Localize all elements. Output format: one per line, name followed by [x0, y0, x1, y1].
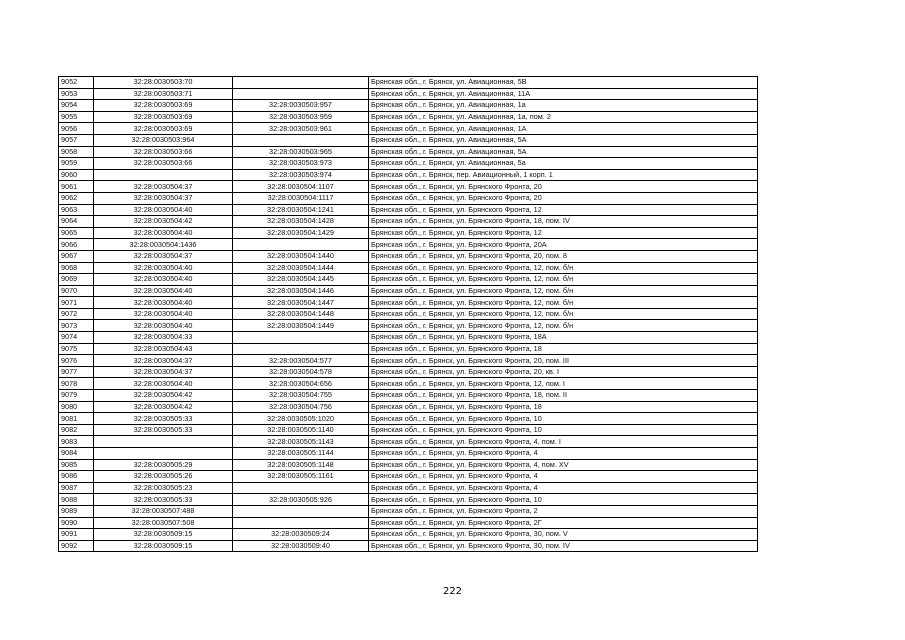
table-row [59, 134, 758, 146]
row-number-cell: 9056 [59, 123, 94, 135]
cadastral-number-cell: 32:28:0030504:43 [94, 343, 233, 355]
address-cell: Брянская обл., г. Брянск, ул. Авиационная, 1а, пом. 2 [369, 111, 758, 123]
object-cadastral-number-cell: 32:28:0030505:1143 [233, 436, 369, 448]
cadastral-number-cell: 32:28:0030504:40 [94, 204, 233, 216]
table-row [59, 88, 758, 100]
table-row [59, 111, 758, 123]
address-cell: Брянская обл., г. Брянск, ул. Авиационная, 5В [369, 77, 758, 89]
row-number-cell: 9061 [59, 181, 94, 193]
table-row [59, 146, 758, 158]
cadastral-number-cell: 32:28:0030505:33 [94, 424, 233, 436]
row-number-cell: 9057 [59, 134, 94, 146]
object-cadastral-number-cell [233, 239, 369, 251]
object-cadastral-number-cell [233, 88, 369, 100]
row-number-cell: 9076 [59, 355, 94, 367]
cadastral-number-cell: 32:28:0030505:33 [94, 413, 233, 425]
object-cadastral-number-cell: 32:28:0030503:961 [233, 123, 369, 135]
cadastral-number-cell: 32:28:0030505:23 [94, 482, 233, 494]
object-cadastral-number-cell: 32:28:0030504:1117 [233, 192, 369, 204]
address-cell: Брянская обл., г. Брянск, ул. Авиационная, 1а [369, 100, 758, 112]
cadastral-number-cell: 32:28:0030503:71 [94, 88, 233, 100]
cadastral-number-cell: 32:28:0030504:37 [94, 250, 233, 262]
address-cell: Брянская обл., г. Брянск, ул. Авиационная, 11А [369, 88, 758, 100]
object-cadastral-number-cell [233, 482, 369, 494]
table-row [59, 459, 758, 471]
table-row [59, 436, 758, 448]
row-number-cell: 9063 [59, 204, 94, 216]
row-number-cell: 9078 [59, 378, 94, 390]
row-number-cell: 9054 [59, 100, 94, 112]
object-cadastral-number-cell: 32:28:0030504:1241 [233, 204, 369, 216]
object-cadastral-number-cell: 32:28:0030504:1446 [233, 285, 369, 297]
object-cadastral-number-cell: 32:28:0030504:1447 [233, 297, 369, 309]
row-number-cell: 9073 [59, 320, 94, 332]
object-cadastral-number-cell: 32:28:0030504:755 [233, 390, 369, 402]
table-row [59, 158, 758, 170]
row-number-cell: 9075 [59, 343, 94, 355]
table-row [59, 123, 758, 135]
row-number-cell: 9060 [59, 169, 94, 181]
object-cadastral-number-cell: 32:28:0030504:1428 [233, 216, 369, 228]
row-number-cell: 9079 [59, 390, 94, 402]
address-cell: Брянская обл., г. Брянск, ул. Брянского Фронта, 4 [369, 448, 758, 460]
cadastral-number-cell: 32:28:0030504:40 [94, 378, 233, 390]
address-cell: Брянская обл., г. Брянск, ул. Брянского Фронта, 4, пом. I [369, 436, 758, 448]
table-row [59, 517, 758, 529]
object-cadastral-number-cell: 32:28:0030505:1161 [233, 471, 369, 483]
cadastral-number-cell: 32:28:0030504:40 [94, 285, 233, 297]
cadastral-number-cell: 32:28:0030504:40 [94, 262, 233, 274]
object-cadastral-number-cell: 32:28:0030504:1445 [233, 274, 369, 286]
object-cadastral-number-cell: 32:28:0030504:1449 [233, 320, 369, 332]
table-row [59, 540, 758, 552]
address-cell: Брянская обл., г. Брянск, ул. Брянского Фронта, 12, пом. б/н [369, 320, 758, 332]
row-number-cell: 9090 [59, 517, 94, 529]
address-cell: Брянская обл., г. Брянск, ул. Брянского Фронта, 12, пом. I [369, 378, 758, 390]
object-cadastral-number-cell [233, 505, 369, 517]
object-cadastral-number-cell: 32:28:0030503:957 [233, 100, 369, 112]
cadastral-number-cell [94, 436, 233, 448]
cadastral-number-cell: 32:28:0030503:66 [94, 146, 233, 158]
cadastral-number-cell: 32:28:0030504:37 [94, 355, 233, 367]
row-number-cell: 9072 [59, 308, 94, 320]
cadastral-number-cell: 32:28:0030504:42 [94, 216, 233, 228]
address-cell: Брянская обл., г. Брянск, ул. Брянского Фронта, 12, пом. б/н [369, 308, 758, 320]
table-row [59, 227, 758, 239]
cadastral-number-cell: 32:28:0030503:69 [94, 100, 233, 112]
object-cadastral-number-cell: 32:28:0030504:1107 [233, 181, 369, 193]
table-row [59, 448, 758, 460]
address-cell: Брянская обл., г. Брянск, ул. Брянского Фронта, 10 [369, 413, 758, 425]
table-row [59, 192, 758, 204]
table-row [59, 100, 758, 112]
object-cadastral-number-cell: 32:28:0030504:578 [233, 366, 369, 378]
address-cell: Брянская обл., г. Брянск, ул. Брянского Фронта, 20, пом. III [369, 355, 758, 367]
object-cadastral-number-cell: 32:28:0030509:24 [233, 529, 369, 541]
row-number-cell: 9083 [59, 436, 94, 448]
row-number-cell: 9070 [59, 285, 94, 297]
object-cadastral-number-cell: 32:28:0030505:1144 [233, 448, 369, 460]
cadastral-number-cell: 32:28:0030504:40 [94, 320, 233, 332]
row-number-cell: 9087 [59, 482, 94, 494]
address-cell: Брянская обл., г. Брянск, ул. Брянского Фронта, 18, пом. II [369, 390, 758, 402]
table-row [59, 505, 758, 517]
cadastral-number-cell: 32:28:0030504:40 [94, 297, 233, 309]
object-cadastral-number-cell: 32:28:0030504:1429 [233, 227, 369, 239]
address-cell: Брянская обл., г. Брянск, ул. Брянского Фронта, 18, пом. IV [369, 216, 758, 228]
cadastral-number-cell: 32:28:0030504:37 [94, 192, 233, 204]
object-cadastral-number-cell [233, 77, 369, 89]
row-number-cell: 9082 [59, 424, 94, 436]
address-cell: Брянская обл., г. Брянск, ул. Брянского Фронта, 30, пом. IV [369, 540, 758, 552]
object-cadastral-number-cell: 32:28:0030505:1140 [233, 424, 369, 436]
address-cell: Брянская обл., г. Брянск, ул. Брянского Фронта, 30, пом. V [369, 529, 758, 541]
cadastral-number-cell [94, 169, 233, 181]
address-cell: Брянская обл., г. Брянск, ул. Брянского Фронта, 18 [369, 401, 758, 413]
object-cadastral-number-cell [233, 343, 369, 355]
table-row [59, 320, 758, 332]
object-cadastral-number-cell: 32:28:0030505:1020 [233, 413, 369, 425]
cadastral-number-cell: 32:28:0030505:26 [94, 471, 233, 483]
object-cadastral-number-cell: 32:28:0030504:1444 [233, 262, 369, 274]
row-number-cell: 9067 [59, 250, 94, 262]
row-number-cell: 9080 [59, 401, 94, 413]
cadastral-number-cell: 32:28:0030507:488 [94, 505, 233, 517]
address-cell: Брянская обл., г. Брянск, ул. Брянского Фронта, 4, пом. XV [369, 459, 758, 471]
row-number-cell: 9059 [59, 158, 94, 170]
object-cadastral-number-cell [233, 517, 369, 529]
cadastral-number-cell [94, 448, 233, 460]
address-cell: Брянская обл., г. Брянск, ул. Брянского Фронта, 20А [369, 239, 758, 251]
table-row [59, 262, 758, 274]
address-cell: Брянская обл., г. Брянск, ул. Брянского Фронта, 18 [369, 343, 758, 355]
cadastral-number-cell: 32:28:0030503:70 [94, 77, 233, 89]
page-number: 222 [442, 586, 463, 597]
row-number-cell: 9062 [59, 192, 94, 204]
table-row [59, 529, 758, 541]
table-row [59, 471, 758, 483]
row-number-cell: 9089 [59, 505, 94, 517]
address-cell: Брянская обл., г. Брянск, ул. Брянского Фронта, 12 [369, 227, 758, 239]
table-row [59, 239, 758, 251]
object-cadastral-number-cell: 32:28:0030504:656 [233, 378, 369, 390]
row-number-cell: 9068 [59, 262, 94, 274]
cadastral-number-cell: 32:28:0030503:69 [94, 111, 233, 123]
table-row [59, 308, 758, 320]
row-number-cell: 9069 [59, 274, 94, 286]
row-number-cell: 9055 [59, 111, 94, 123]
table-row [59, 355, 758, 367]
row-number-cell: 9091 [59, 529, 94, 541]
table-row [59, 297, 758, 309]
records-table [58, 76, 758, 552]
object-cadastral-number-cell [233, 332, 369, 344]
row-number-cell: 9077 [59, 366, 94, 378]
cadastral-number-cell: 32:28:0030505:29 [94, 459, 233, 471]
address-cell: Брянская обл., г. Брянск, ул. Брянского Фронта, 4 [369, 482, 758, 494]
address-cell: Брянская обл., г. Брянск, ул. Брянского Фронта, 2Г [369, 517, 758, 529]
row-number-cell: 9085 [59, 459, 94, 471]
address-cell: Брянская обл., г. Брянск, ул. Брянского Фронта, 20 [369, 181, 758, 193]
row-number-cell: 9088 [59, 494, 94, 506]
cadastral-number-cell: 32:28:0030505:33 [94, 494, 233, 506]
table-row [59, 274, 758, 286]
table-row [59, 424, 758, 436]
object-cadastral-number-cell: 32:28:0030504:1440 [233, 250, 369, 262]
row-number-cell: 9092 [59, 540, 94, 552]
table-row [59, 250, 758, 262]
table-row [59, 332, 758, 344]
row-number-cell: 9081 [59, 413, 94, 425]
cadastral-number-cell: 32:28:0030509:15 [94, 529, 233, 541]
object-cadastral-number-cell: 32:28:0030503:974 [233, 169, 369, 181]
table-row [59, 366, 758, 378]
object-cadastral-number-cell: 32:28:0030505:1148 [233, 459, 369, 471]
cadastral-number-cell: 32:28:0030504:33 [94, 332, 233, 344]
object-cadastral-number-cell: 32:28:0030509:40 [233, 540, 369, 552]
address-cell: Брянская обл., г. Брянск, пер. Авиационный, 1 корп. 1 [369, 169, 758, 181]
address-cell: Брянская обл., г. Брянск, ул. Авиационная, 1А [369, 123, 758, 135]
address-cell: Брянская обл., г. Брянск, ул. Авиационная, 5А [369, 134, 758, 146]
address-cell: Брянская обл., г. Брянск, ул. Брянского Фронта, 10 [369, 494, 758, 506]
cadastral-number-cell: 32:28:0030504:42 [94, 390, 233, 402]
object-cadastral-number-cell: 32:28:0030505:926 [233, 494, 369, 506]
table-row [59, 285, 758, 297]
object-cadastral-number-cell: 32:28:0030503:973 [233, 158, 369, 170]
cadastral-number-cell: 32:28:0030509:15 [94, 540, 233, 552]
table-row [59, 204, 758, 216]
row-number-cell: 9053 [59, 88, 94, 100]
address-cell: Брянская обл., г. Брянск, ул. Брянского Фронта, 12, пом. б/н [369, 262, 758, 274]
address-cell: Брянская обл., г. Брянск, ул. Брянского Фронта, 10 [369, 424, 758, 436]
records-table-body [59, 77, 758, 552]
row-number-cell: 9084 [59, 448, 94, 460]
table-row [59, 494, 758, 506]
address-cell: Брянская обл., г. Брянск, ул. Брянского Фронта, 12, пом. б/н [369, 285, 758, 297]
address-cell: Брянская обл., г. Брянск, ул. Брянского Фронта, 12, пом. б/н [369, 297, 758, 309]
row-number-cell: 9074 [59, 332, 94, 344]
table-row [59, 401, 758, 413]
address-cell: Брянская обл., г. Брянск, ул. Брянского Фронта, 20 [369, 192, 758, 204]
address-cell: Брянская обл., г. Брянск, ул. Брянского Фронта, 12 [369, 204, 758, 216]
cadastral-number-cell: 32:28:0030504:40 [94, 274, 233, 286]
object-cadastral-number-cell: 32:28:0030504:577 [233, 355, 369, 367]
row-number-cell: 9064 [59, 216, 94, 228]
cadastral-number-cell: 32:28:0030503:66 [94, 158, 233, 170]
cadastral-number-cell: 32:28:0030503:69 [94, 123, 233, 135]
table-row [59, 181, 758, 193]
row-number-cell: 9086 [59, 471, 94, 483]
table-row [59, 390, 758, 402]
cadastral-number-cell: 32:28:0030504:37 [94, 366, 233, 378]
cadastral-number-cell: 32:28:0030504:40 [94, 227, 233, 239]
address-cell: Брянская обл., г. Брянск, ул. Брянского Фронта, 18А [369, 332, 758, 344]
object-cadastral-number-cell: 32:28:0030504:756 [233, 401, 369, 413]
address-cell: Брянская обл., г. Брянск, ул. Брянского Фронта, 20, пом. 8 [369, 250, 758, 262]
address-cell: Брянская обл., г. Брянск, ул. Брянского Фронта, 20, кв. I [369, 366, 758, 378]
row-number-cell: 9065 [59, 227, 94, 239]
cadastral-number-cell: 32:28:0030504:1436 [94, 239, 233, 251]
address-cell: Брянская обл., г. Брянск, ул. Авиационная, 5а [369, 158, 758, 170]
object-cadastral-number-cell [233, 134, 369, 146]
object-cadastral-number-cell: 32:28:0030504:1448 [233, 308, 369, 320]
cadastral-number-cell: 32:28:0030504:40 [94, 308, 233, 320]
address-cell: Брянская обл., г. Брянск, ул. Брянского Фронта, 12, пом. б/н [369, 274, 758, 286]
address-cell: Брянская обл., г. Брянск, ул. Брянского Фронта, 2 [369, 505, 758, 517]
table-row [59, 378, 758, 390]
table-row [59, 343, 758, 355]
cadastral-number-cell: 32:28:0030503:964 [94, 134, 233, 146]
cadastral-number-cell: 32:28:0030507:508 [94, 517, 233, 529]
table-row [59, 77, 758, 89]
address-cell: Брянская обл., г. Брянск, ул. Авиационная, 5А [369, 146, 758, 158]
cadastral-number-cell: 32:28:0030504:37 [94, 181, 233, 193]
table-row [59, 482, 758, 494]
table-row [59, 169, 758, 181]
table-row [59, 413, 758, 425]
table-row [59, 216, 758, 228]
cadastral-number-cell: 32:28:0030504:42 [94, 401, 233, 413]
address-cell: Брянская обл., г. Брянск, ул. Брянского Фронта, 4 [369, 471, 758, 483]
object-cadastral-number-cell: 32:28:0030503:965 [233, 146, 369, 158]
row-number-cell: 9052 [59, 77, 94, 89]
row-number-cell: 9066 [59, 239, 94, 251]
row-number-cell: 9058 [59, 146, 94, 158]
row-number-cell: 9071 [59, 297, 94, 309]
object-cadastral-number-cell: 32:28:0030503:959 [233, 111, 369, 123]
